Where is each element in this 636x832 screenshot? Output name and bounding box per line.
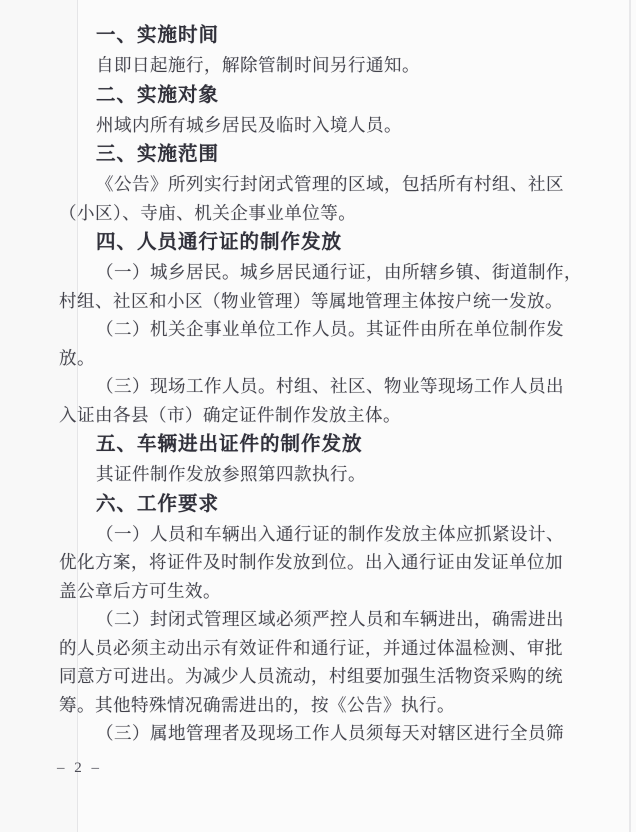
document-body — [59, 20, 582, 748]
document-line: 筹。其他特殊情况确需进出的，按《公告》执行。 — [59, 694, 455, 715]
document-line: 的人员必须主动出示有效证件和通行证，并通过体温检测、审批 — [59, 637, 563, 658]
document-line: 优化方案，将证件及时制作发放到位。出入通行证由发证单位加 — [59, 552, 563, 572]
section-heading: 三、实施范围 — [96, 143, 220, 165]
document-line: 放。 — [59, 347, 95, 368]
section-heading: 二、实施对象 — [96, 83, 220, 106]
page-number: – 2 – — [57, 760, 102, 776]
section-heading: 六、工作要求 — [96, 492, 220, 515]
document-line: 州域内所有城乡居民及临时入境人员。 — [96, 114, 402, 135]
document-line: （三）现场工作人员。村组、社区、物业等现场工作人员出 — [96, 376, 564, 396]
document-line: 同意方可进出。为减少人员流动，村组要加强生活物资采购的统 — [59, 666, 563, 686]
document-line: 自即日起施行，解除管制时间另行通知。 — [96, 55, 420, 75]
document-line: 其证件制作发放参照第四款执行。 — [96, 464, 366, 484]
document-line: （三）属地管理者及现场工作人员须每天对辖区进行全员筛 — [96, 723, 564, 743]
section-heading: 五、车辆进出证件的制作发放 — [96, 433, 363, 455]
section-heading: 四、人员通行证的制作发放 — [96, 231, 343, 253]
scan-right-edge — [629, 0, 631, 832]
document-line: 《公告》所列实行封闭式管理的区域，包括所有村组、社区 — [96, 174, 564, 194]
section-heading: 一、实施时间 — [96, 24, 220, 46]
document-line: 村组、社区和小区（物业管理）等属地管理主体按户统一发放。 — [59, 290, 563, 311]
document-line: 入证由各县（市）确定证件制作发放主体。 — [59, 404, 401, 425]
document-line: （一）人员和车辆出入通行证的制作发放主体应抓紧设计、 — [96, 523, 564, 544]
document-line: （二）封闭式管理区域必须严控人员和车辆进出，确需进出 — [96, 609, 564, 629]
document-line: 盖公章后方可生效。 — [59, 580, 221, 601]
document-line: （小区）、寺庙、机关企事业单位等。 — [59, 202, 357, 223]
document-line: （二）机关企事业单位工作人员。其证件由所在单位制作发 — [96, 319, 564, 339]
document-line: （一）城乡居民。城乡居民通行证，由所辖乡镇、街道制作， — [96, 262, 582, 282]
